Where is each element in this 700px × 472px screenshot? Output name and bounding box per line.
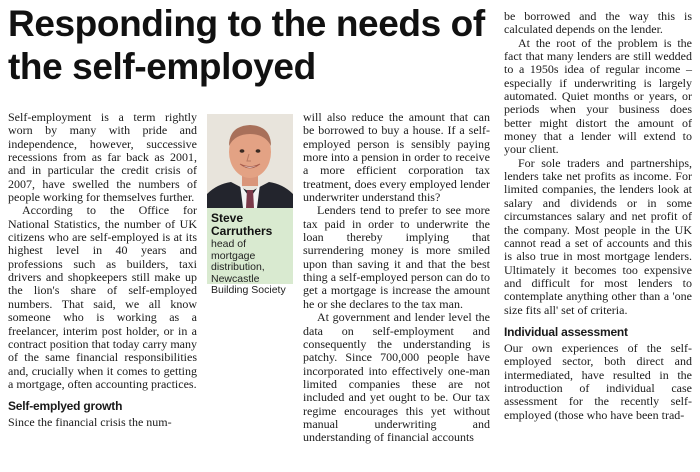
author-name-line: Steve xyxy=(211,211,244,225)
author-role xyxy=(211,239,293,297)
subheading: Self-emplyed growth xyxy=(8,399,123,414)
headline-line-2: the self-employed xyxy=(8,46,316,87)
paragraph: will also reduce the amount that can be borrowed to buy a house. If a self-employed person is sensibly paying more into a pension in order to receive a more efficient corporation tax treatment, does every employed lender underwriter understand this? xyxy=(303,110,490,205)
paragraph: At government and lender level the data on self-employment and consequently the understanding is patchy. Since 700,000 people have incorporated into effectively one-man limited companies these are not included and yet ought to be. Our tax regime encourages this yet without manual underwriting and understanding of financial accounts xyxy=(303,310,490,445)
author-role-line: distribution, xyxy=(211,261,265,273)
author-role-line: mortgage xyxy=(211,249,256,262)
headline xyxy=(8,2,493,88)
paragraph: be borrowed and the way this is calculated depends on the lender. xyxy=(504,9,692,37)
paragraph: Self-employment is a term rightly worn by many with pride and independence, however, successive recessions from as far back as 2001, and in particular the credit crisis of 2007, have swelled the numbers of people working for themselves further. xyxy=(8,110,197,205)
author-photo xyxy=(207,114,293,208)
column-2 xyxy=(303,111,490,445)
column-3 xyxy=(504,10,692,422)
author-name xyxy=(211,212,293,238)
headline-line-1: Responding to the needs of xyxy=(8,3,485,44)
paragraph: At the root of the problem is the fact that many lenders are still wedded to a 1950s idea of regular income – especially if underwriting is largely automated. Quiet months or years, or periods when your business does better might distort the amount of money that a lender will extend to your client. xyxy=(504,35,692,157)
subheading: Individual assessment xyxy=(504,324,628,339)
author-portrait-image xyxy=(207,114,293,208)
author-name-line: Carruthers xyxy=(211,224,273,238)
author-role-line: head of xyxy=(211,238,247,250)
paragraph: According to the Office for National Statistics, the number of UK citizens who are self-employed is at its highest level in 40 years and professions such as builders, taxi drivers and shopkeepers still make up the lion's share of self-employed numbers. That said, we all know someone who is working as a freelancer, interim post holder, or in a contract position that today carry many of the same financial responsibilities and, crucially when it comes to getting a mortgage, often accounting practices. xyxy=(8,203,197,391)
author-role-line: Newcastle xyxy=(211,272,260,285)
author-profile-box xyxy=(207,114,293,296)
paragraph: Since the financial crisis the num- xyxy=(8,415,172,430)
paragraph: Lenders tend to prefer to see more tax paid in order to underwrite the loan thereby implying that surrendering money is more smiled upon than saving it and that the best thing a self-employed person can do to get a mortgage is increase the amount he or she declares to the tax man. xyxy=(303,203,490,311)
paragraph: Our own experiences of the self-employed sector, both direct and intermediated, have resulted in the introduction of individual case assessment for the recently self-employed (those who have been trad- xyxy=(504,340,692,422)
paragraph: For sole traders and partnerships, lenders take net profits as income. For limited companies, the lenders look at salary and dividends or in some circumstances salary and net profit of the company. Most people in the UK cannot read a set of accounts and this is also true in most mortgage lenders. Ultimately it becomes too expensive and difficult for most lenders to contemplate anything other than a 'one size fits all' set of criteria. xyxy=(504,155,692,317)
author-role-line: Building Society xyxy=(211,284,286,296)
column-1 xyxy=(8,111,197,430)
